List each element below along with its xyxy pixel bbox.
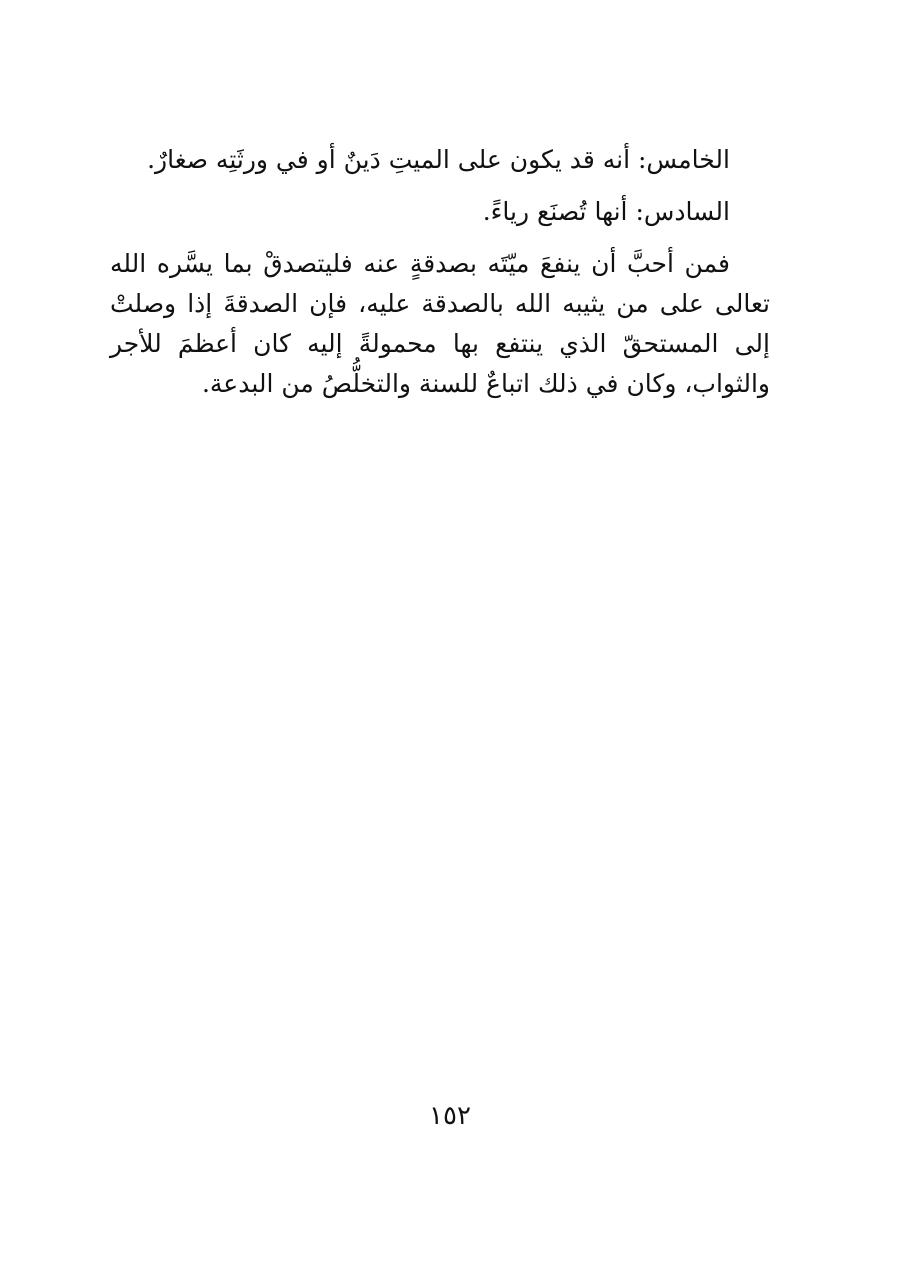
conclusion-paragraph: فمن أحبَّ أن ينفعَ ميّتَه بصدقةٍ عنه فليتصدقْ بما يسَّره الله تعالى على من يثيبه الله بالصدقة عليه، فإن الصدقةَ إذا وصلتْ إلى المستحقّ الذي ينتفع بها محمولةً إليه كان أعظمَ للأجر والثواب، وكان في ذلك اتباعٌ للسنة والتخلُّصُ من البدعة.	[110, 249, 770, 398]
fifth-reason-line: الخامس: أنه قد يكون على الميتِ دَينٌ أو في ورثَتِه صغارٌ.	[147, 145, 730, 174]
body-text	[110, 140, 770, 404]
page-number: ١٥٢	[429, 1101, 471, 1131]
sixth-reason-line: السادس: أنها تُصنَع رياءً.	[482, 197, 730, 226]
